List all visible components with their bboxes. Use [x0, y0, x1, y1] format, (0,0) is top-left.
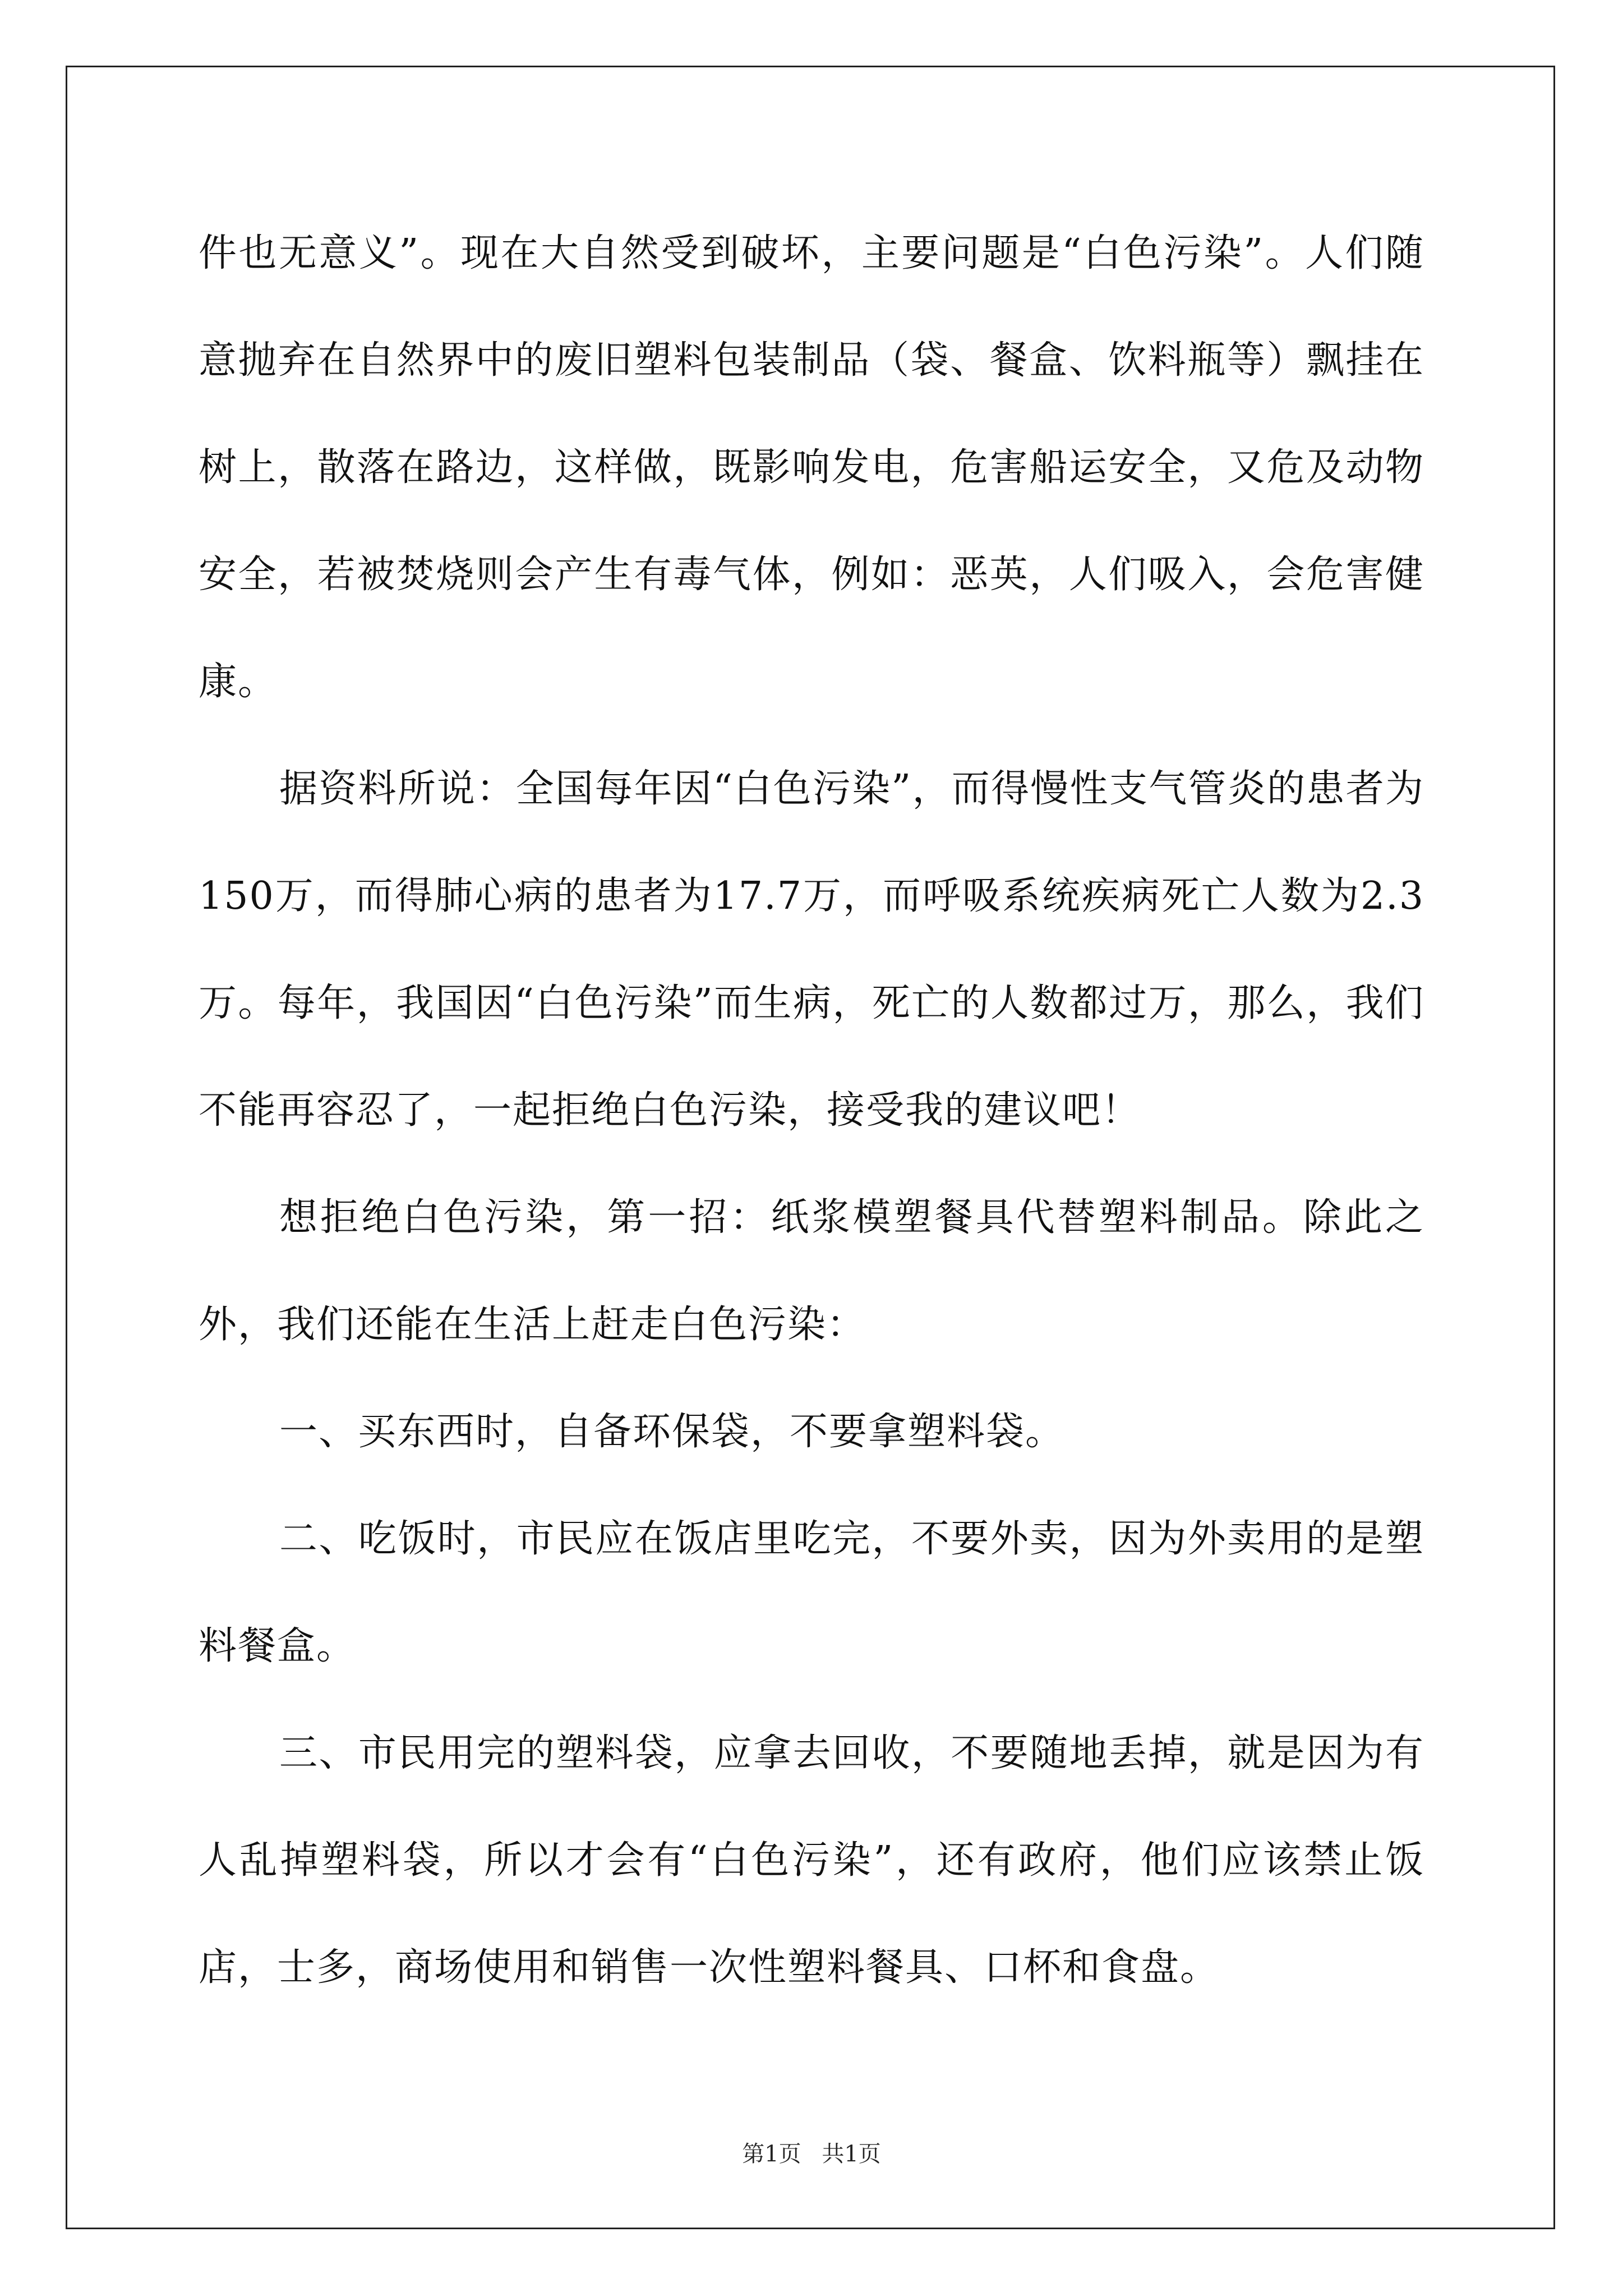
paragraph-2: 据资料所说：全国每年因“白色污染”，而得慢性支气管炎的患者为150万，而得肺心病的患者为17.7万，而呼吸系统疾病死亡人数为2.3万。每年，我国因“白色污染”而生病，死亡的人数都过万，那么，我们不能再容忍了，一起拒绝白色污染，接受我的建议吧！ — [199, 767, 1424, 1133]
list-item-3: 三、市民用完的塑料袋，应拿去回收，不要随地丢掉，就是因为有人乱掉塑料袋，所以才会有“白色污染”，还有政府，他们应该禁止饭店，士多，商场使用和销售一次性塑料餐具、口杯和食盘。 — [199, 1731, 1424, 1990]
page-number-current: 第1页 — [742, 2141, 801, 2167]
list-item-2: 二、吃饭时，市民应在饭店里吃完，不要外卖，因为外卖用的是塑料餐盒。 — [199, 1517, 1424, 1668]
page-number-total: 共1页 — [822, 2141, 881, 2167]
paragraph-3: 想拒绝白色污染，第一招：纸浆模塑餐具代替塑料制品。除此之外，我们还能在生活上赶走白色污染： — [199, 1195, 1424, 1347]
page-footer — [0, 2140, 1623, 2168]
paragraph-1: 件也无意义”。现在大自然受到破坏，主要问题是“白色污染”。人们随意抛弃在自然界中的废旧塑料包装制品（袋、餐盒、饮料瓶等）飘挂在树上，散落在路边，这样做，既影响发电，危害船运安全，又危及动物安全，若被焚烧则会产生有毒气体，例如：恶英，人们吸入，会危害健康。 — [199, 231, 1424, 704]
list-item-1: 一、买东西时，自备环保袋，不要拿塑料袋。 — [279, 1410, 1065, 1454]
document-body — [199, 200, 1424, 2021]
